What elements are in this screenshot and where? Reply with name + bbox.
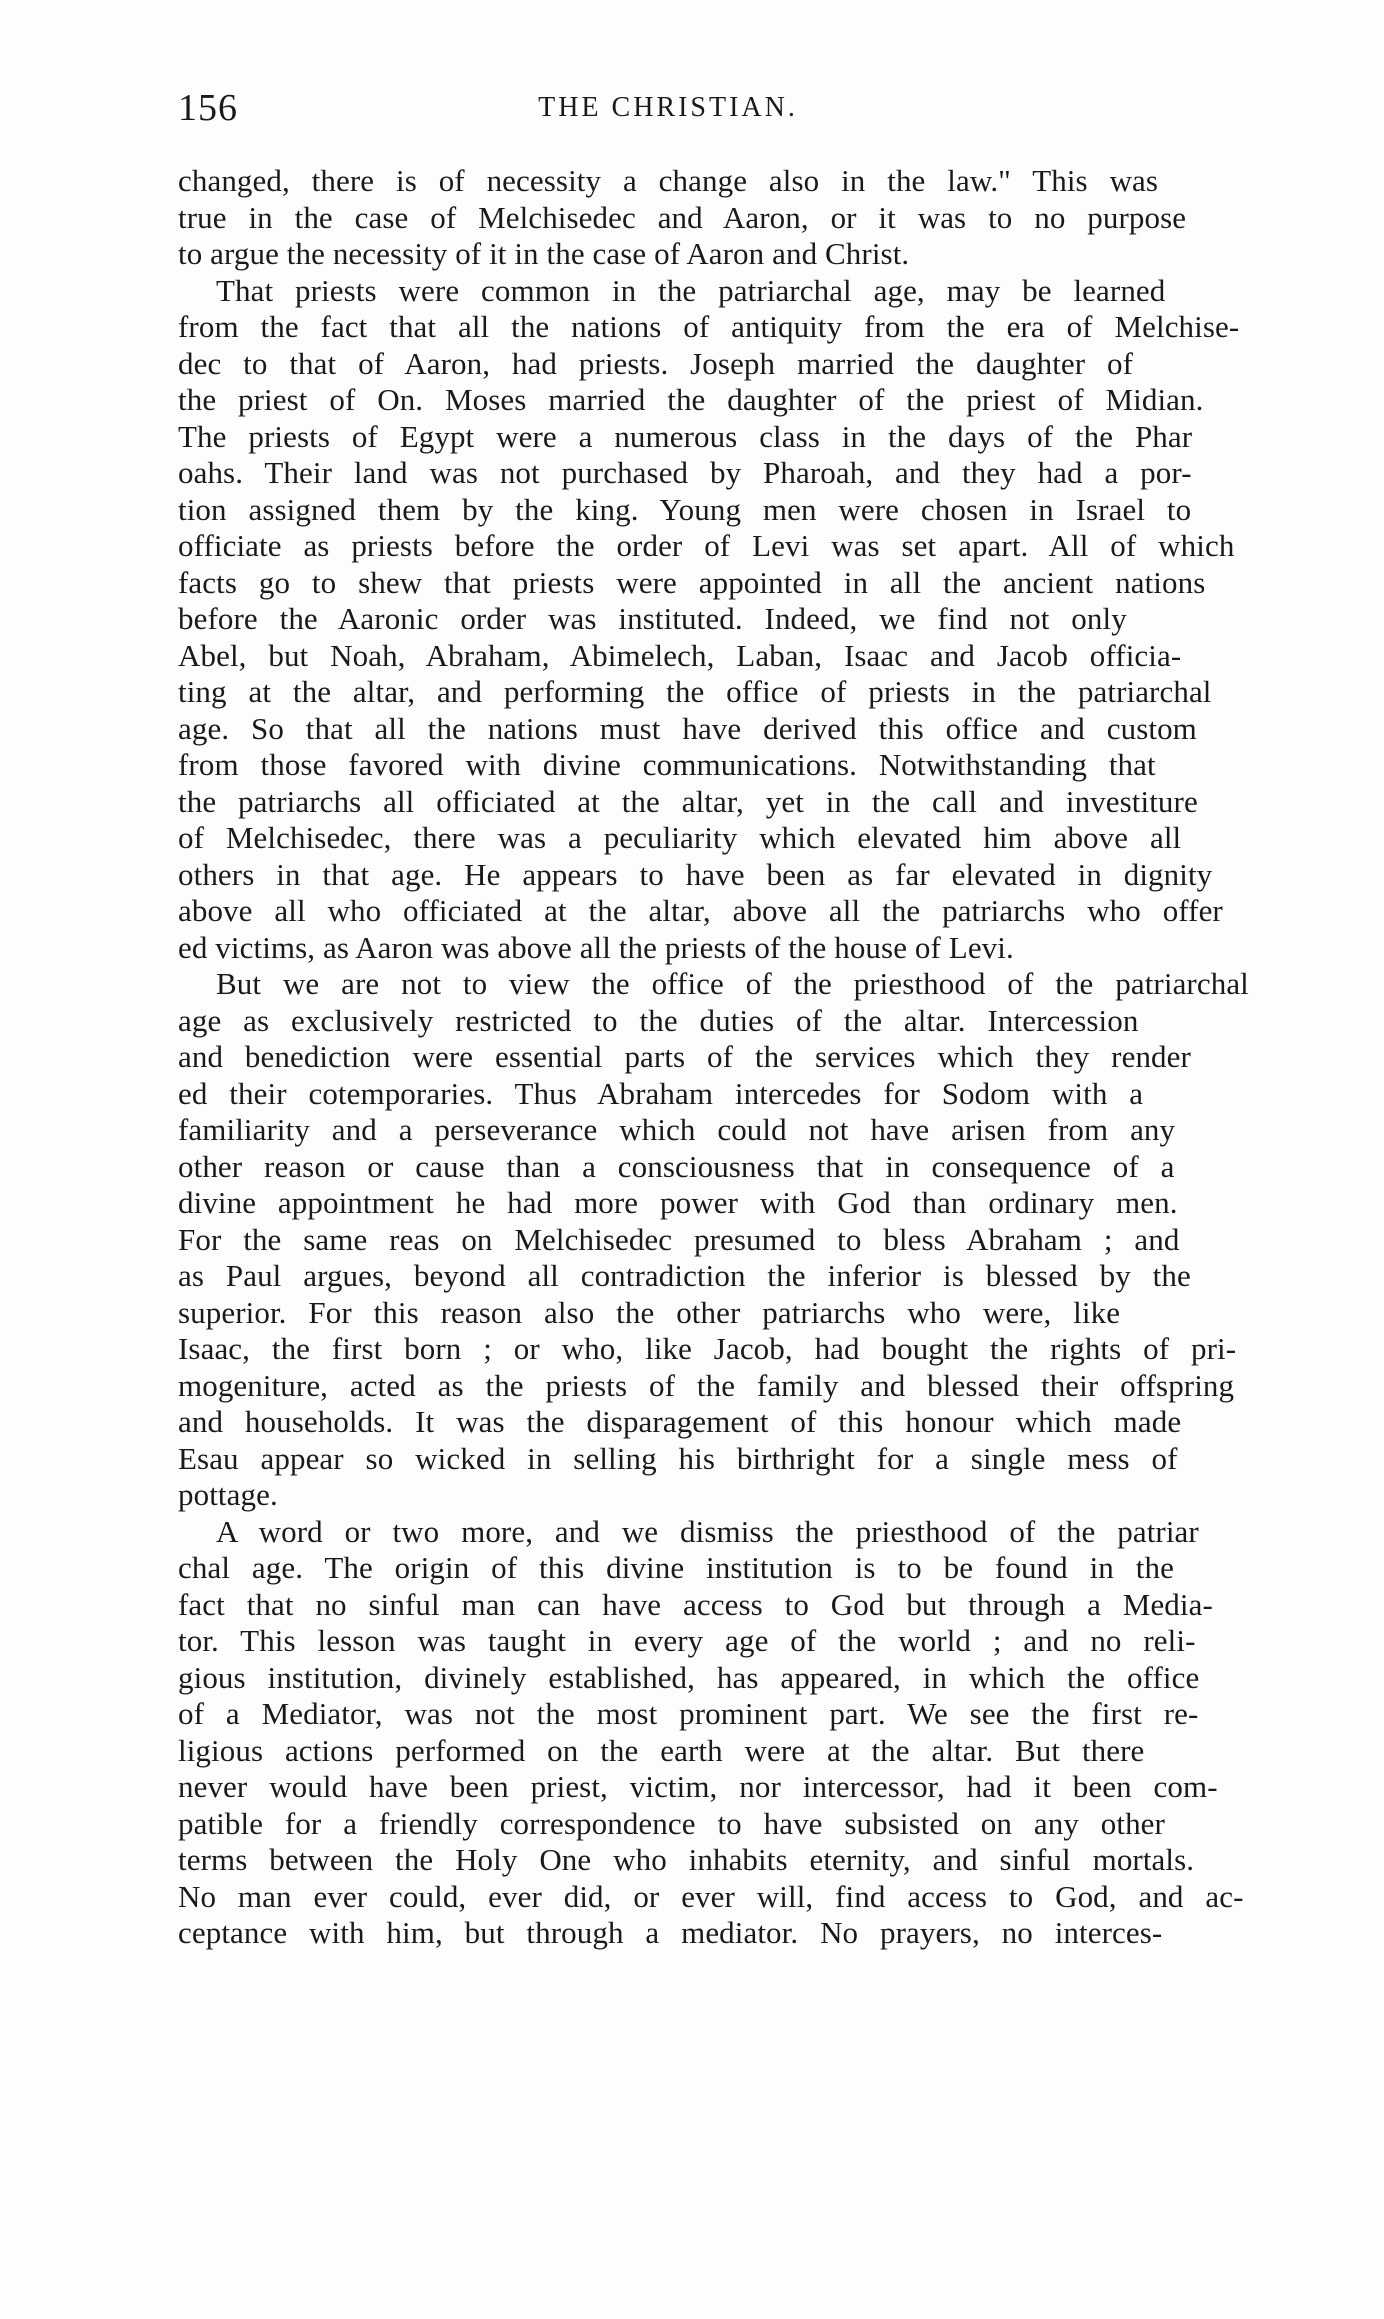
- text-line: true in the case of Melchisedec and Aaron, or it was to no purpose: [178, 199, 1187, 235]
- text-line: age as exclusively restricted to the duties of the altar. Intercession: [178, 1002, 1139, 1038]
- text-line: fact that no sinful man can have access to God but through a Media-: [178, 1586, 1213, 1622]
- running-title: THE CHRISTIAN.: [538, 92, 798, 123]
- text-line: Abel, but Noah, Abraham, Abimelech, Laban, Isaac and Jacob officia-: [178, 637, 1182, 673]
- text-line: But we are not to view the office of the priesthood of the patriarchal: [216, 966, 1249, 1001]
- text-line: Isaac, the first born ; or who, like Jacob, had bought the rights of pri-: [178, 1331, 1237, 1366]
- text-line: oahs. Their land was not purchased by Pharoah, and they had a por-: [178, 455, 1192, 490]
- text-line: officiate as priests before the order of Levi was set apart. All of which: [178, 528, 1235, 563]
- text-line: from the fact that all the nations of antiquity from the era of Melchise-: [178, 309, 1240, 344]
- running-head: [178, 86, 1298, 136]
- text-line: facts go to shew that priests were appointed in all the ancient nations: [178, 564, 1206, 600]
- text-line: pottage.: [178, 1477, 278, 1512]
- text-line: to argue the necessity of it in the case of Aaron and Christ.: [178, 236, 910, 271]
- text-line: gious institution, divinely established, has appeared, in which the office: [178, 1659, 1200, 1695]
- page-number: 156: [178, 87, 238, 129]
- text-line: mogeniture, acted as the priests of the family and blessed their offspring: [178, 1367, 1235, 1403]
- text-line: changed, there is of necessity a change also in the law." This was: [178, 163, 1159, 198]
- text-line: ting at the altar, and performing the office of priests in the patriarchal: [178, 674, 1212, 709]
- text-line: familiarity and a perseverance which could not have arisen from any: [178, 1112, 1176, 1147]
- text-line: dec to that of Aaron, had priests. Joseph married the daughter of: [178, 345, 1134, 381]
- body-text: [178, 163, 1313, 1952]
- text-line: before the Aaronic order was instituted. Indeed, we find not only: [178, 601, 1127, 636]
- text-line: never would have been priest, victim, nor intercessor, had it been com-: [178, 1769, 1218, 1804]
- text-line: terms between the Holy One who inhabits eternity, and sinful mortals.: [178, 1842, 1195, 1877]
- text-line: A word or two more, and we dismiss the priesthood of the patriar: [216, 1513, 1199, 1549]
- text-line: as Paul argues, beyond all contradiction the inferior is blessed by the: [178, 1258, 1191, 1293]
- text-line: chal age. The origin of this divine institution is to be found in the: [178, 1550, 1174, 1585]
- text-line: No man ever could, ever did, or ever will, find access to God, and ac-: [178, 1878, 1244, 1914]
- text-line: from those favored with divine communications. Notwithstanding that: [178, 747, 1156, 782]
- text-line: tion assigned them by the king. Young men were chosen in Israel to: [178, 491, 1192, 527]
- text-line: ed victims, as Aaron was above all the priests of the house of Levi.: [178, 929, 1014, 965]
- text-line: ed their cotemporaries. Thus Abraham intercedes for Sodom with a: [178, 1075, 1144, 1111]
- text-line: patible for a friendly correspondence to have subsisted on any other: [178, 1805, 1165, 1841]
- text-line: divine appointment he had more power with God than ordinary men.: [178, 1185, 1178, 1220]
- text-line: ligious actions performed on the earth were at the altar. But there: [178, 1732, 1145, 1768]
- text-line: the priest of On. Moses married the daughter of the priest of Midian.: [178, 382, 1204, 417]
- text-line: and households. It was the disparagement of this honour which made: [178, 1404, 1182, 1439]
- text-line: of Melchisedec, there was a peculiarity which elevated him above all: [178, 820, 1182, 855]
- text-line: The priests of Egypt were a numerous class in the days of the Phar: [178, 418, 1193, 454]
- text-line: the patriarchs all officiated at the altar, yet in the call and investiture: [178, 783, 1198, 819]
- text-line: other reason or cause than a consciousness that in consequence of a: [178, 1148, 1175, 1184]
- text-line: age. So that all the nations must have derived this office and custom: [178, 710, 1197, 746]
- text-line: tor. This lesson was taught in every age of the world ; and no reli-: [178, 1623, 1196, 1658]
- text-line: Esau appear so wicked in selling his birthright for a single mess of: [178, 1440, 1178, 1476]
- text-line: superior. For this reason also the other patriarchs who were, like: [178, 1294, 1121, 1330]
- text-line: That priests were common in the patriarchal age, may be learned: [216, 272, 1166, 308]
- text-line: ceptance with him, but through a mediator. No prayers, no interces-: [178, 1915, 1163, 1950]
- text-line: others in that age. He appears to have been as far elevated in dignity: [178, 856, 1213, 892]
- text-line: above all who officiated at the altar, above all the patriarchs who offer: [178, 893, 1223, 928]
- text-line: For the same reas on Melchisedec presumed to bless Abraham ; and: [178, 1221, 1180, 1257]
- text-line: of a Mediator, was not the most prominent part. We see the first re-: [178, 1696, 1199, 1731]
- text-line: and benediction were essential parts of the services which they render: [178, 1039, 1191, 1074]
